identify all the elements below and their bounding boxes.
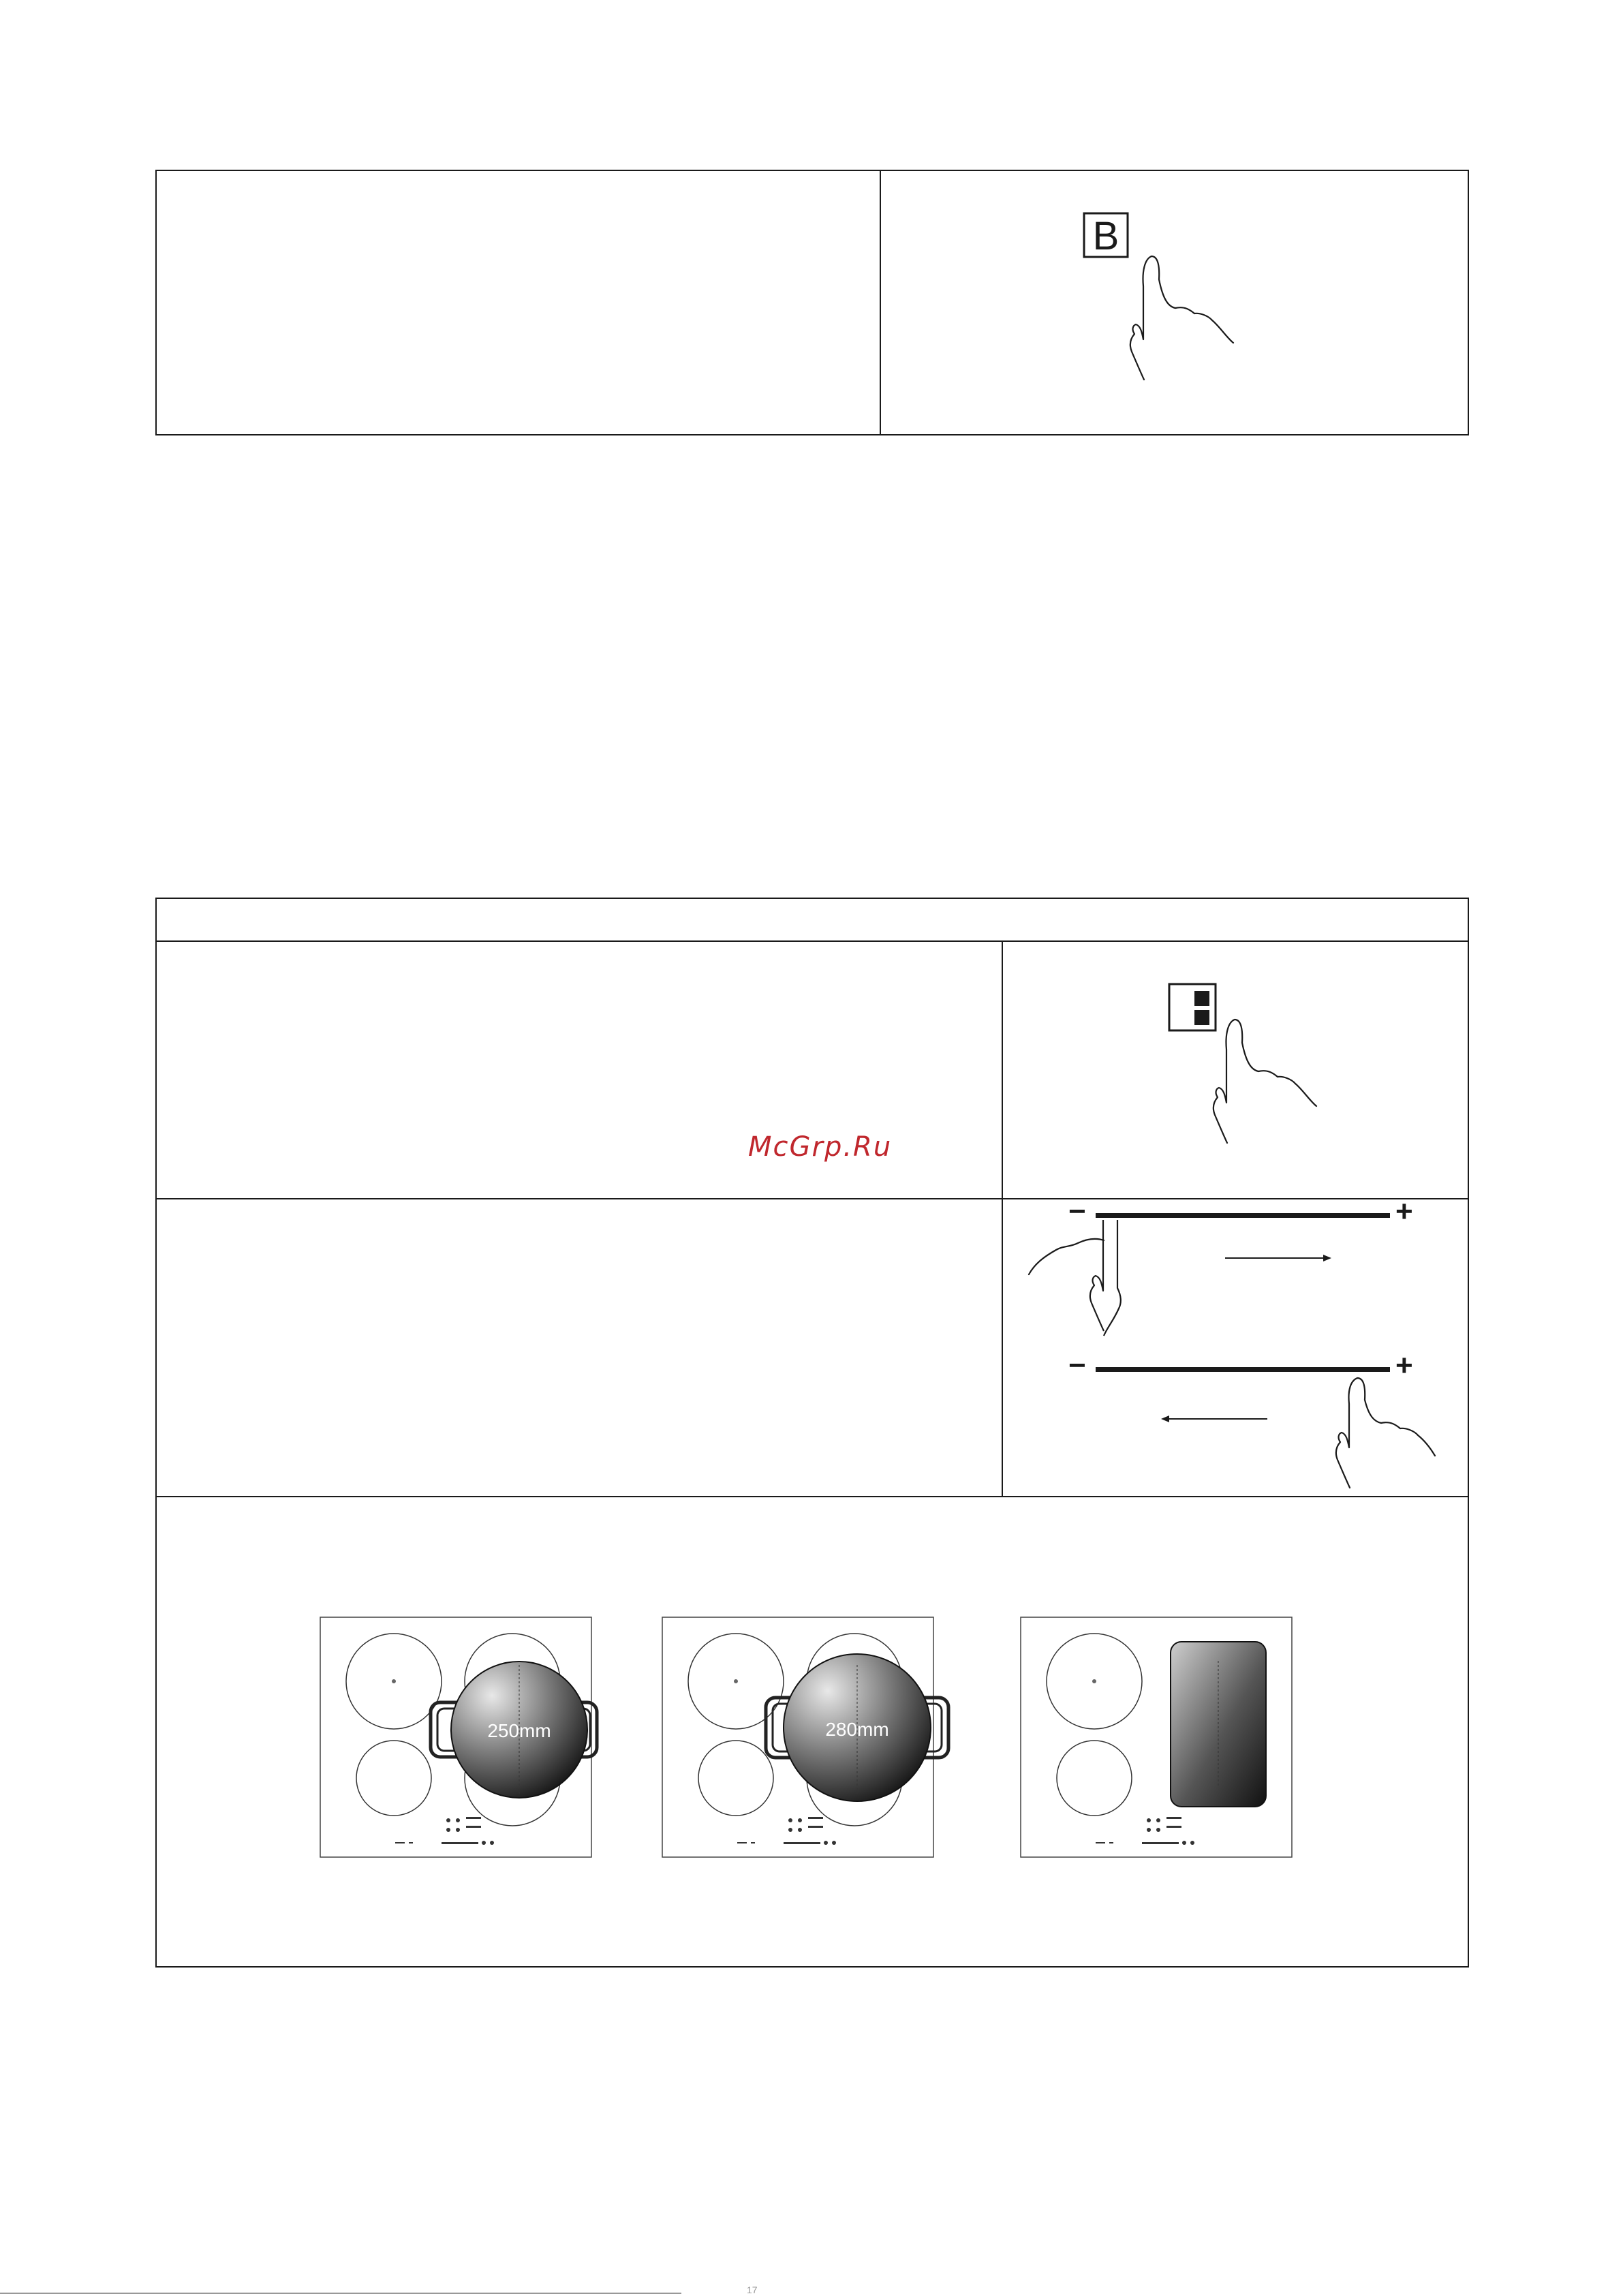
- pot-size-label-1: 250mm: [487, 1720, 551, 1741]
- swipe-left-icon: [1145, 1377, 1444, 1499]
- top-table-divider: [880, 170, 881, 435]
- page-number: 17: [747, 2284, 758, 2295]
- watermark: McGrp.Ru: [748, 1131, 893, 1163]
- slider-bar-top: [1096, 1213, 1390, 1218]
- slider-plus-bottom: +: [1395, 1349, 1413, 1382]
- slider-plus-top: +: [1395, 1195, 1413, 1228]
- boost-key-segment-top: [1194, 991, 1209, 1006]
- bottom-table-divider: [1002, 940, 1003, 1496]
- figure-key-b: [1070, 204, 1274, 388]
- key-b-letter: B: [1092, 214, 1119, 258]
- figure-key-boost: [1158, 975, 1363, 1159]
- bottom-table-header-line: [155, 940, 1469, 942]
- pot-size-label-2: 280mm: [825, 1719, 889, 1740]
- bottom-table-row1-line: [155, 1198, 1469, 1199]
- hob-diagram-row: [313, 1612, 1301, 1864]
- boost-key-segment-bottom: [1194, 1010, 1209, 1025]
- finger-press-icon: [1214, 1020, 1316, 1143]
- swipe-right-icon: [1015, 1220, 1342, 1343]
- slider-bar-bottom: [1096, 1367, 1390, 1372]
- hob-with-280mm-pot: [662, 1617, 948, 1857]
- footer-line: [0, 2293, 681, 2294]
- slider-minus-bottom: −: [1068, 1349, 1086, 1382]
- slider-minus-top: −: [1068, 1195, 1086, 1228]
- hob-with-250mm-pot: [320, 1617, 597, 1857]
- hob-with-roasting-pan: [1021, 1617, 1292, 1857]
- finger-press-icon: [1130, 256, 1233, 380]
